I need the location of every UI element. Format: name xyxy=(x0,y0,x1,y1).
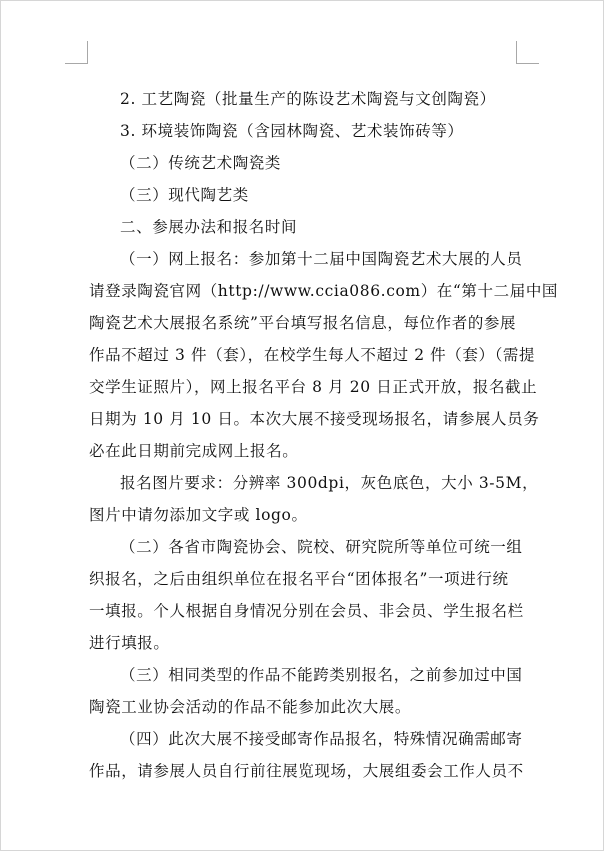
paragraph-online-registration: 交学生证照片），网上报名平台 8 月 20 日正式开放，报名截止 xyxy=(89,378,538,396)
crop-mark-top-left xyxy=(65,41,88,64)
category-traditional-art: （二）传统艺术陶瓷类 xyxy=(120,154,282,172)
paragraph-online-registration: 日期为 10 月 10 日。本次大展不接受现场报名，请参展人员务 xyxy=(89,410,540,428)
paragraph-mail-submission: （四）此次大展不接受邮寄作品报名，特殊情况确需邮寄 xyxy=(120,730,523,748)
paragraph-group-registration: （二）各省市陶瓷协会、院校、研究院所等单位可统一组 xyxy=(120,538,523,556)
list-item-craft-ceramics: 2. 工艺陶瓷（批量生产的陈设艺术陶瓷与文创陶瓷） xyxy=(120,90,496,108)
paragraph-group-registration: 进行填报。 xyxy=(89,634,170,652)
paragraph-image-requirements: 图片中请勿添加文字或 logo。 xyxy=(89,506,308,524)
paragraph-online-registration: 陶瓷艺术大展报名系统”平台填写报名信息，每位作者的参展 xyxy=(89,314,517,332)
paragraph-online-registration: 作品不超过 3 件（套），在校学生每人不超过 2 件（套）（需提 xyxy=(89,346,536,364)
list-item-environment-ceramics: 3. 环境装饰陶瓷（含园林陶瓷、艺术装饰砖等） xyxy=(120,122,464,140)
paragraph-mail-submission: 作品，请参展人员自行前往展览现场，大展组委会工作人员不 xyxy=(89,762,524,780)
category-modern-pottery: （三）现代陶艺类 xyxy=(120,186,249,204)
paragraph-category-rules: 陶瓷工业协会活动的作品不能参加此次大展。 xyxy=(89,698,412,716)
paragraph-online-registration: 请登录陶瓷官网（http://www.ccia086.com）在“第十二届中国 xyxy=(89,282,559,300)
paragraph-image-requirements: 报名图片要求：分辨率 300dpi，灰色底色，大小 3-5M， xyxy=(120,474,539,492)
document-body xyxy=(89,83,559,787)
paragraph-group-registration: 一填报。个人根据自身情况分别在会员、非会员、学生报名栏 xyxy=(89,602,524,620)
paragraph-online-registration: 必在此日期前完成网上报名。 xyxy=(89,442,299,460)
paragraph-category-rules: （三）相同类型的作品不能跨类别报名，之前参加过中国 xyxy=(120,666,523,684)
section-heading-registration: 二、参展办法和报名时间 xyxy=(120,218,298,236)
paragraph-online-registration: （一）网上报名：参加第十二届中国陶瓷艺术大展的人员 xyxy=(120,250,523,268)
paragraph-group-registration: 织报名，之后由组织单位在报名平台“团体报名”一项进行统 xyxy=(89,570,509,588)
crop-mark-top-right xyxy=(516,41,539,64)
